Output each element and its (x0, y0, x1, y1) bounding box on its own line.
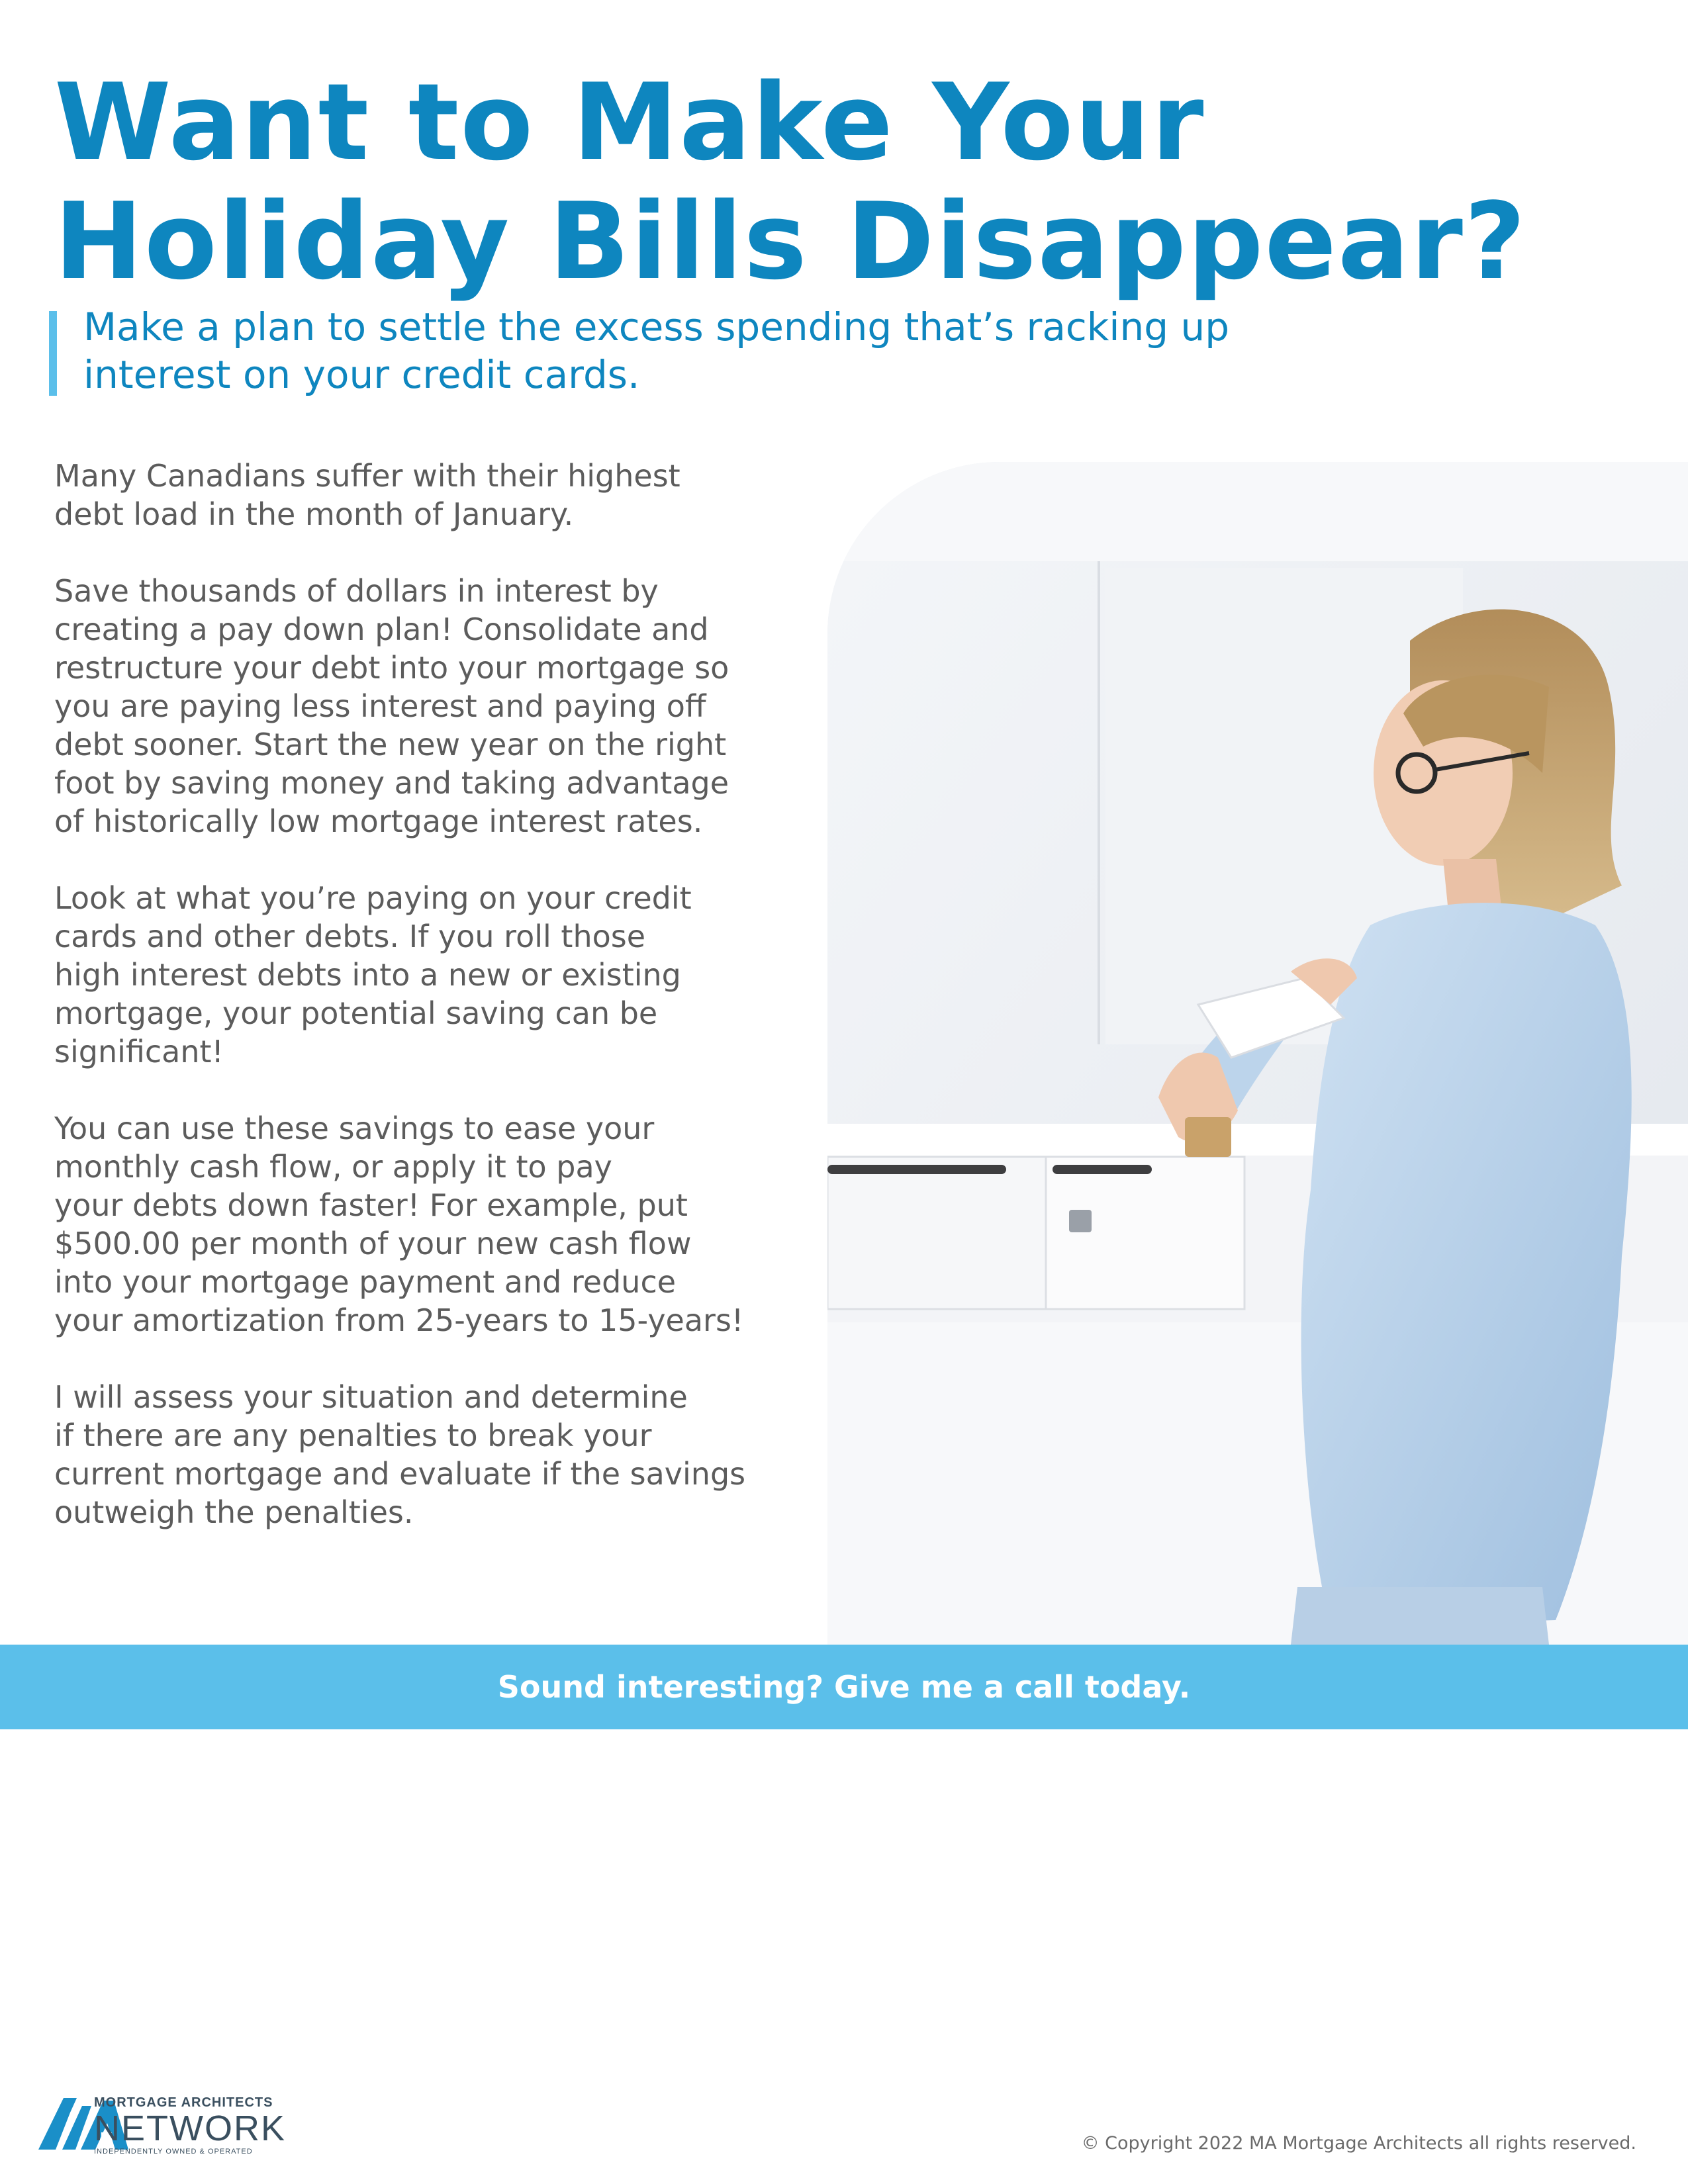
text-line: foot by saving money and taking advantage (54, 765, 729, 801)
text-line: creating a pay down plan! Consolidate and (54, 612, 709, 647)
text-line: Save thousands of dollars in interest by (54, 573, 659, 609)
paragraph-1 (54, 457, 816, 533)
paragraph-3 (54, 879, 816, 1071)
subtitle-line-2: interest on your credit cards. (83, 352, 640, 397)
body-text-column (54, 457, 816, 1570)
logo-text-tagline: INDEPENDENTLY OWNED & OPERATED (94, 2148, 253, 2156)
photo-illustration (827, 462, 1688, 1645)
logo-text-mortgage-architects: MORTGAGE ARCHITECTS (94, 2095, 273, 2110)
text-line: outweigh the penalties. (54, 1494, 414, 1530)
page-title (54, 60, 1643, 303)
text-line: your debts down faster! For example, put (54, 1187, 688, 1223)
text-line: Many Canadians suffer with their highest (54, 458, 680, 494)
copyright-notice: © Copyright 2022 MA Mortgage Architects all rights reserved. (1081, 2133, 1636, 2154)
text-line: I will assess your situation and determine (54, 1379, 688, 1415)
text-line: monthly cash flow, or apply it to pay (54, 1149, 612, 1185)
text-line: high interest debts into a new or existing (54, 957, 681, 993)
subtitle-line-1: Make a plan to settle the excess spending that’s racking up (83, 304, 1230, 349)
text-line: current mortgage and evaluate if the savings (54, 1456, 746, 1492)
text-line: into your mortgage payment and reduce (54, 1264, 677, 1300)
text-line: $500.00 per month of your new cash flow (54, 1226, 692, 1261)
title-line-1: Want to Make Your (54, 60, 1205, 184)
text-line: restructure your debt into your mortgage so (54, 650, 729, 686)
text-line: mortgage, your potential saving can be (54, 995, 658, 1031)
text-line: significant! (54, 1034, 224, 1069)
text-line: cards and other debts. If you roll those (54, 919, 646, 954)
logo-text-network: NETWORK (94, 2109, 286, 2148)
text-line: You can use these savings to ease your (54, 1111, 655, 1146)
woman-reading-mail-photo (827, 462, 1688, 1645)
paragraph-2 (54, 572, 816, 841)
subtitle-accent-bar (49, 311, 57, 396)
text-line: debt sooner. Start the new year on the right (54, 727, 727, 762)
text-line: debt load in the month of January. (54, 496, 574, 532)
paragraph-5 (54, 1378, 816, 1531)
text-line: Look at what you’re paying on your credit (54, 880, 692, 916)
paragraph-4 (54, 1109, 816, 1340)
subtitle (83, 303, 1341, 398)
text-line: your amortization from 25-years to 15-years! (54, 1302, 744, 1338)
call-to-action-banner: Sound interesting? Give me a call today. (0, 1645, 1688, 1729)
text-line: if there are any penalties to break your (54, 1418, 652, 1453)
text-line: you are paying less interest and paying off (54, 688, 706, 724)
title-line-2: Holiday Bills Disappear? (54, 179, 1527, 303)
text-line: of historically low mortgage interest rates. (54, 803, 703, 839)
